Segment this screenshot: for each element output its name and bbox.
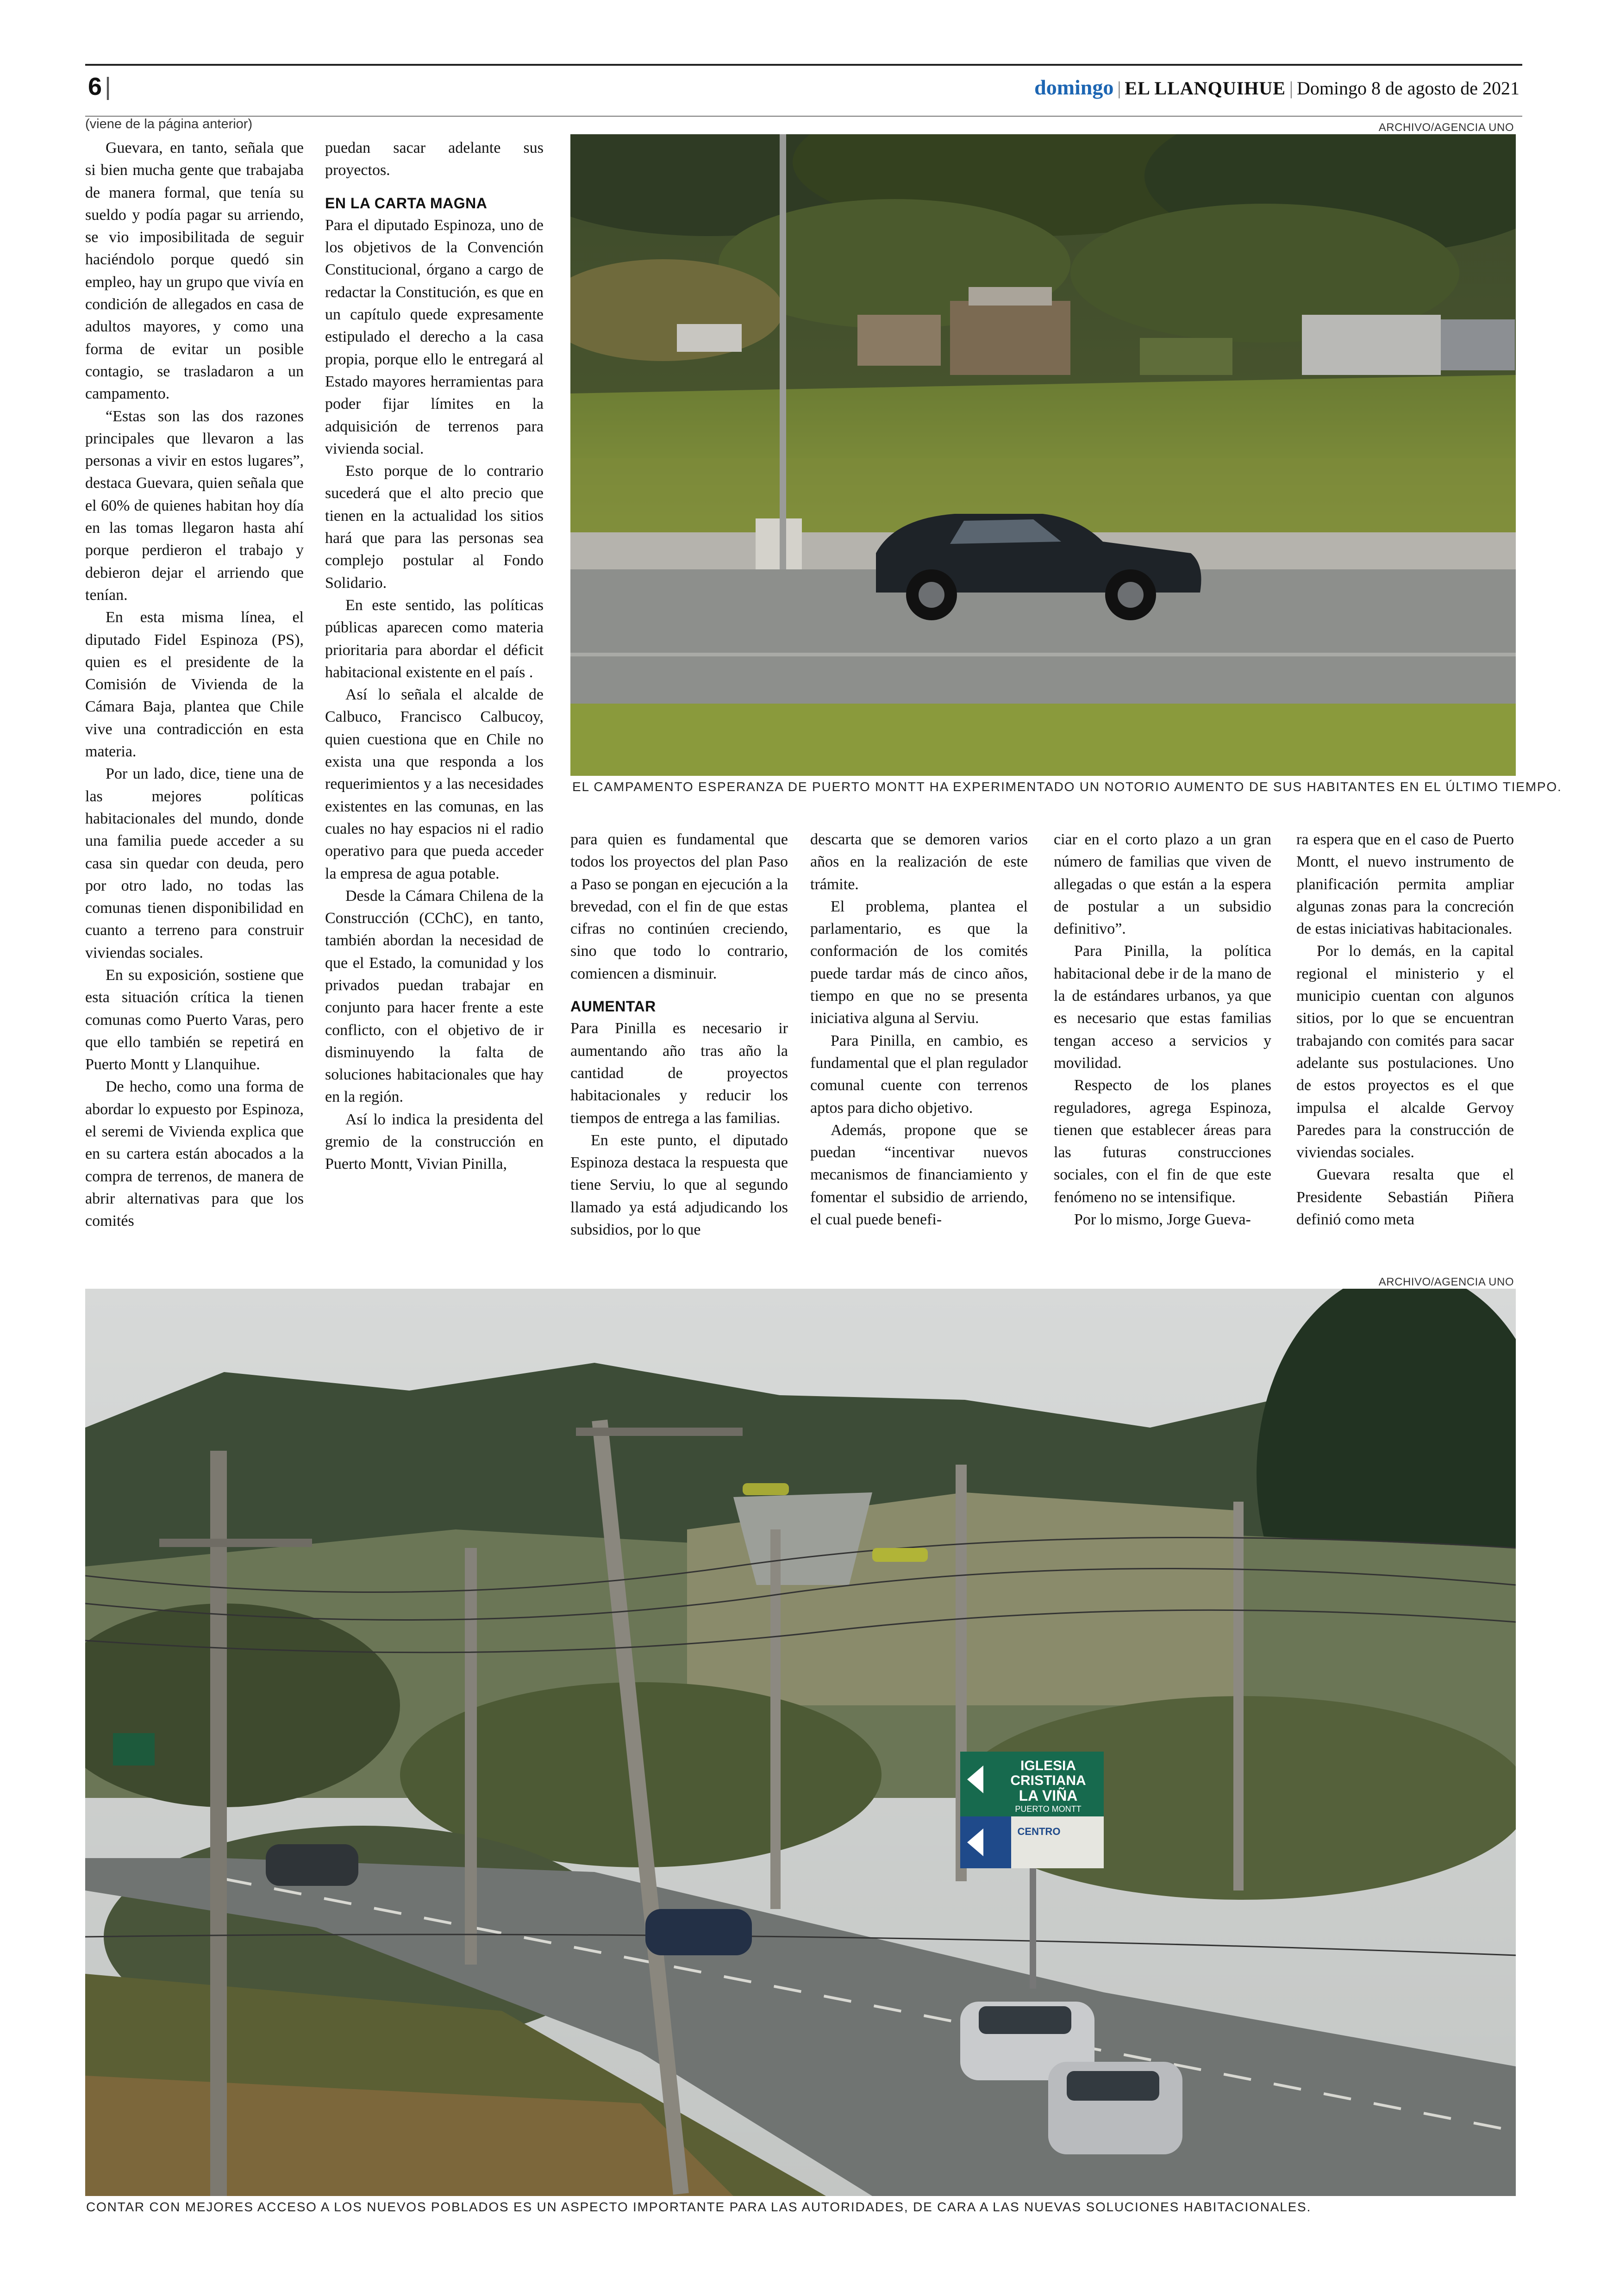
photo2-caption: CONTAR CON MEJORES ACCESO A LOS NUEVOS POBLADOS ES UN ASPECTO IMPORTANTE PARA LAS AUTORIDADES, DE CARA A LAS NUEVAS SOLUCIONES HABITACIONALES. (86, 2200, 1312, 2214)
col4-para-3: Además, propone que se puedan “incentivar nuevos mecanismos de financiamiento y fomentar el subsidio de arriendo, el cual puede benefi- (810, 1121, 1028, 1229)
col1-para-1: Guevara, en tanto, señala que si bien mucha gente que trabajaba de manera formal, que tenía su sueldo y podía pagar su arriendo, se vio imposibilitada de seguir haciéndolo porque quedó sin empleo, hay un grupo que vivía en condición de allegados en casa de adultos mayores, y como una forma de evitar un posible contagio, se trasladaron a un campamento. (85, 139, 304, 403)
col4-para-1: El problema, plantea el parlamentario, es que la conformación de los comités puede tardar más de cinco años, tiempo en que no se presenta iniciativa alguna al Serviu. (810, 898, 1028, 1027)
col1-para-2: “Estas son las dos razones principales que llevaron a las personas a vivir en estos lugares”, destaca Guevara, quien señala que el 60% de quienes habitan hoy día en las tomas llegaron hasta ahí porque perdieron el trabajo y debieron dejar el arriendo que tenían. (85, 407, 304, 604)
photo1-credit: ARCHIVO/AGENCIA UNO (1378, 121, 1514, 134)
column-2 (325, 137, 544, 1176)
col5-para-2: Respecto de los planes reguladores, agrega Espinoza, tienen que establecer áreas para las futuras construcciones sociales, con el fin de que este fenómeno no se intensifique. (1054, 1077, 1271, 1206)
photo2-credit: ARCHIVO/AGENCIA UNO (1378, 1276, 1514, 1288)
issue-date: Domingo 8 de agosto de 2021 (1296, 78, 1519, 99)
subhead-aumentar: AUMENTAR (570, 998, 656, 1015)
col2-para-6: Así lo indica la presidenta del gremio de la construcción en Puerto Montt, Vivian Pinilla, (325, 1111, 544, 1173)
col2-para-5: Desde la Cámara Chilena de la Construcción (CChC), en tanto, también abordan la necesidad de que el Estado, la comunidad y los privados puedan trabajar en conjunto para hacer frente a este conflicto, con el objetivo de ir disminuyendo la falta de soluciones habitacionales que hay en la región. (325, 887, 544, 1106)
col3-para-2: En este punto, el diputado Espinoza destaca la respuesta que tiene Serviu, lo que al segundo llamado ya está adjudicando los subsidios, por lo que (570, 1131, 788, 1239)
column-3 (570, 829, 788, 1241)
col3-para-0: para quien es fundamental que todos los proyectos del plan Paso a Paso se pongan en ejecución a la brevedad, con el fin de que estas cifras no continúen creciendo, sino que todo lo contrario, comiencen a disminuir. (570, 831, 788, 982)
col3-para-1: Para Pinilla es necesario ir aumentando año tras año la cantidad de proyectos habitacionales y reducir los tiempos de entrega a las familias. (570, 1020, 788, 1127)
campamento-photo (570, 134, 1516, 776)
newspaper-name: EL LLANQUIHUE (1125, 78, 1286, 99)
photo1-caption: EL CAMPAMENTO ESPERANZA DE PUERTO MONTT HA EXPERIMENTADO UN NOTORIO AUMENTO DE SUS HABITANTES EN EL ÚLTIMO TIEMPO. (572, 780, 1562, 794)
masthead: domingo | EL LLANQUIHUE | Domingo 8 de agosto de 2021 (1034, 75, 1519, 99)
column-5 (1054, 829, 1271, 1231)
col2-para-4: Así lo señala el alcalde de Calbuco, Francisco Calbucoy, quien cuestiona que en Chile no exista una que responda a los requerimientos y a las necesidades existentes en las comunas, en las cuales no hay espacios ni el radio operativo para que pueda acceder la empresa de agua potable. (325, 686, 544, 882)
column-6 (1296, 829, 1514, 1231)
sign2-line-1: CENTRO (1017, 1826, 1061, 1837)
col1-para-4: Por un lado, dice, tiene una de las mejores políticas habitacionales del mundo, donde una familia puede acceder a su casa sin quedar con deuda, pero por otro lado, no todas las comunas tienen disponibilidad en cuanto a terreno para construir viviendas sociales. (85, 765, 304, 961)
sign-line-4: PUERTO MONTT (1015, 1804, 1082, 1814)
section-brand: domingo (1034, 75, 1114, 99)
sign-line-2: CRISTIANA (1010, 1773, 1086, 1788)
col4-para-2: Para Pinilla, en cambio, es fundamental que el plan regulador comunal cuente con terrenos aptos para dicho objetivo. (810, 1032, 1028, 1117)
sign-line-3: LA VIÑA (1019, 1787, 1078, 1804)
col1-para-6: De hecho, como una forma de abordar lo expuesto por Espinoza, el seremi de Vivienda explica que en su cartera están abocados a la compra de terrenos, de manera de abrir alternativas para que los comités (85, 1078, 304, 1230)
col6-para-2: Guevara resalta que el Presidente Sebastián Piñera definió como meta (1296, 1166, 1514, 1229)
col6-para-1: Por lo demás, en la capital regional el ministerio y el municipio cuentan con algunos sitios, por lo que se encuentran trabajando con comités para sacar adelante sus postulaciones. Uno de estos proyectos es el que impulsa el alcalde Gervoy Paredes para la construcción de viviendas sociales. (1296, 942, 1514, 1161)
column-4 (810, 829, 1028, 1231)
page-header (85, 64, 1522, 117)
col5-para-3: Por lo mismo, Jorge Gueva- (1074, 1211, 1251, 1229)
col2-para-0: puedan sacar adelante sus proyectos. (325, 139, 544, 179)
col5-para-0: ciar en el corto plazo a un gran número de familias que viven de allegadas o que están a la espera de postular a un subsidio definitivo”. (1054, 831, 1271, 938)
subhead-en-la-carta-magna: EN LA CARTA MAGNA (325, 194, 488, 212)
col2-para-1: Para el diputado Espinoza, uno de los objetivos de la Convención Constitucional, órgano a cargo de redactar la Constitución, es que en un capítulo quede expresamente estipulado el derecho a la casa propia, porque ello le entregará al Estado mayores herramientas para poder fijar límites en la adquisición de terrenos para vivienda social. (325, 216, 544, 457)
column-1 (85, 137, 304, 1233)
col5-para-1: Para Pinilla, la política habitacional debe ir de la mano de la de estándares urbanos, ya que es necesario que estas familias tengan acceso a servicios y movilidad. (1054, 942, 1271, 1072)
col1-para-3: En esta misma línea, el diputado Fidel Espinoza (PS), quien es el presidente de la Comisión de Vivienda de la Cámara Baja, plantea que Chile vive una contradicción en esta materia. (85, 609, 304, 761)
page-number: 6 | (88, 73, 112, 100)
col4-para-0: descarta que se demoren varios años en la realización de este trámite. (810, 831, 1028, 893)
col2-para-2: Esto porque de lo contrario sucederá que el alto precio que tienen en la actualidad los sitios hará que para las personas sea complejo postular al Fondo Solidario. (325, 462, 544, 592)
continued-note: (viene de la página anterior) (85, 117, 253, 131)
highway-photo (85, 1289, 1516, 2196)
col2-para-3: En este sentido, las políticas públicas aparecen como materia prioritaria para abordar el déficit habitacional existente en el país . (325, 596, 544, 681)
sign-line-1: IGLESIA (1020, 1758, 1076, 1773)
col1-para-5: En su exposición, sostiene que esta situación crítica la tienen comunas como Puerto Varas, pero que ello también se repetirá en Puerto Montt y Llanquihue. (85, 966, 304, 1073)
col6-para-0: ra espera que en el caso de Puerto Montt, el nuevo instrumento de planificación permita ampliar algunas zonas para la concreción de estas iniciativas habitacionales. (1296, 831, 1514, 938)
